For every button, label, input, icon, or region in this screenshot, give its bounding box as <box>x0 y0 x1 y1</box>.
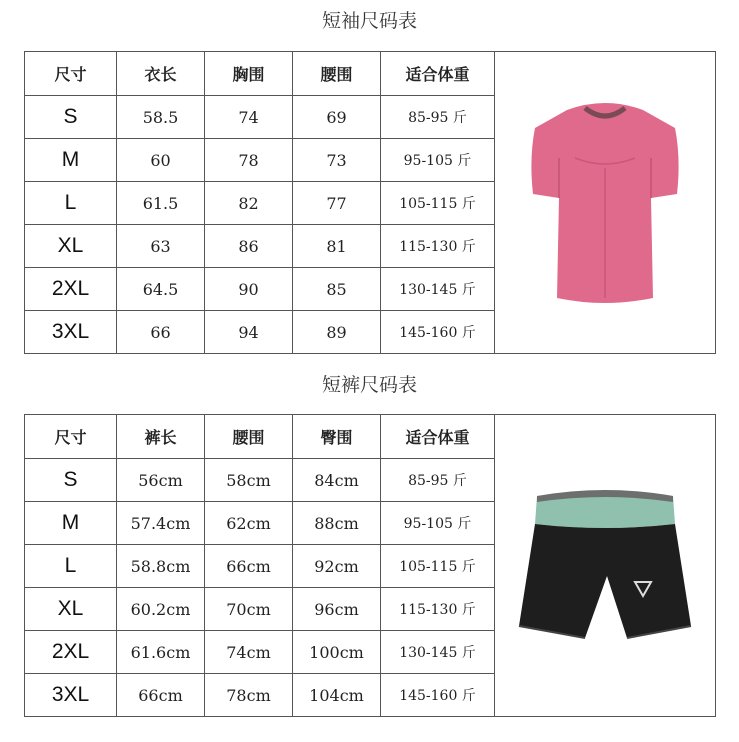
hip-cell: 84cm <box>293 459 381 502</box>
waist-cell: 73 <box>293 139 381 182</box>
length-cell: 66cm <box>117 674 205 717</box>
weight-cell: 130-145 斤 <box>381 268 495 311</box>
shorts-size-chart-title: 短裤尺码表 <box>321 374 417 396</box>
size-cell: 3XL <box>25 674 117 717</box>
hip-cell: 96cm <box>293 588 381 631</box>
shirt-size-chart-title: 短袖尺码表 <box>321 10 417 32</box>
size-cell: L <box>25 545 117 588</box>
black-shorts-icon <box>515 486 695 646</box>
header-hip: 臀围 <box>293 415 381 459</box>
length-cell: 61.5 <box>117 182 205 225</box>
waist-cell: 77 <box>293 182 381 225</box>
header-weight: 适合体重 <box>381 415 495 459</box>
length-cell: 56cm <box>117 459 205 502</box>
waist-cell: 58cm <box>205 459 293 502</box>
waist-cell: 66cm <box>205 545 293 588</box>
table-header-row <box>25 52 716 96</box>
length-cell: 64.5 <box>117 268 205 311</box>
size-cell: S <box>25 459 117 502</box>
weight-cell: 145-160 斤 <box>381 674 495 717</box>
header-waist: 腰围 <box>205 415 293 459</box>
header-chest: 胸围 <box>205 52 293 96</box>
length-cell: 60 <box>117 139 205 182</box>
pink-t-shirt-icon <box>525 98 685 308</box>
size-cell: 2XL <box>25 268 117 311</box>
weight-cell: 85-95 斤 <box>381 459 495 502</box>
hip-cell: 88cm <box>293 502 381 545</box>
header-size: 尺寸 <box>25 52 117 96</box>
weight-cell: 85-95 斤 <box>381 96 495 139</box>
size-cell: L <box>25 182 117 225</box>
weight-cell: 130-145 斤 <box>381 631 495 674</box>
chest-cell: 82 <box>205 182 293 225</box>
shirt-image-cell <box>495 52 716 354</box>
header-waist: 腰围 <box>293 52 381 96</box>
length-cell: 61.6cm <box>117 631 205 674</box>
chest-cell: 74 <box>205 96 293 139</box>
header-length: 衣长 <box>117 52 205 96</box>
size-cell: M <box>25 502 117 545</box>
waist-cell: 62cm <box>205 502 293 545</box>
size-cell: XL <box>25 588 117 631</box>
length-cell: 58.5 <box>117 96 205 139</box>
length-cell: 66 <box>117 311 205 354</box>
chest-cell: 90 <box>205 268 293 311</box>
waist-cell: 89 <box>293 311 381 354</box>
header-size: 尺寸 <box>25 415 117 459</box>
size-cell: 2XL <box>25 631 117 674</box>
chest-cell: 78 <box>205 139 293 182</box>
weight-cell: 95-105 斤 <box>381 139 495 182</box>
size-cell: 3XL <box>25 311 117 354</box>
chest-cell: 86 <box>205 225 293 268</box>
weight-cell: 105-115 斤 <box>381 182 495 225</box>
hip-cell: 92cm <box>293 545 381 588</box>
waist-cell: 81 <box>293 225 381 268</box>
shorts-image-cell <box>495 415 716 717</box>
table-header-row <box>25 415 716 459</box>
weight-cell: 95-105 斤 <box>381 502 495 545</box>
size-cell: XL <box>25 225 117 268</box>
length-cell: 60.2cm <box>117 588 205 631</box>
chest-cell: 94 <box>205 311 293 354</box>
waist-cell: 70cm <box>205 588 293 631</box>
hip-cell: 104cm <box>293 674 381 717</box>
waist-cell: 85 <box>293 268 381 311</box>
length-cell: 57.4cm <box>117 502 205 545</box>
waist-cell: 78cm <box>205 674 293 717</box>
hip-cell: 100cm <box>293 631 381 674</box>
header-weight: 适合体重 <box>381 52 495 96</box>
weight-cell: 105-115 斤 <box>381 545 495 588</box>
length-cell: 63 <box>117 225 205 268</box>
shirt-size-table <box>24 51 716 354</box>
weight-cell: 115-130 斤 <box>381 225 495 268</box>
length-cell: 58.8cm <box>117 545 205 588</box>
header-length: 裤长 <box>117 415 205 459</box>
shorts-size-table <box>24 414 716 717</box>
weight-cell: 145-160 斤 <box>381 311 495 354</box>
waist-cell: 69 <box>293 96 381 139</box>
waist-cell: 74cm <box>205 631 293 674</box>
size-cell: S <box>25 96 117 139</box>
size-cell: M <box>25 139 117 182</box>
weight-cell: 115-130 斤 <box>381 588 495 631</box>
